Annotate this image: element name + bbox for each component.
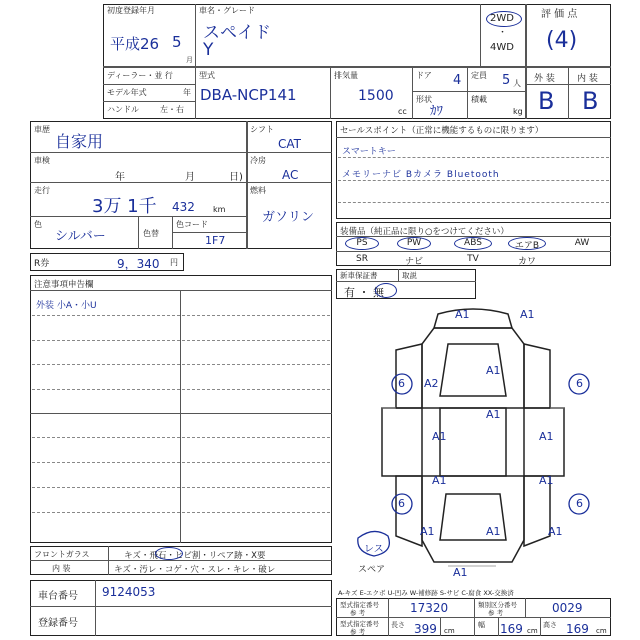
rule-line: [32, 340, 330, 341]
ac-label: 冷房: [250, 156, 266, 165]
mileage-sub: 432: [172, 200, 195, 214]
ac-value: AC: [282, 168, 299, 182]
warranty-circle: [375, 283, 397, 298]
sales-point-line-1: スマートキー: [342, 147, 396, 157]
km-unit: km: [213, 205, 226, 214]
equip-abs-circle: [454, 237, 492, 250]
damage-mark: A1: [455, 308, 470, 321]
capacity-unit: 人: [513, 79, 521, 88]
divider: [336, 281, 476, 282]
car-grade-label: 車名・グレード: [199, 6, 255, 15]
height-unit: cm: [596, 627, 607, 635]
divider: [412, 91, 525, 92]
rule-line: [32, 364, 330, 365]
divider: [474, 598, 475, 636]
divider: [498, 617, 499, 636]
equipment-title: 装備品（純正品に限り○をつけてください）: [340, 227, 509, 237]
drive-2wd: 2WD: [490, 13, 514, 24]
divider: [540, 617, 541, 636]
length-value: 399: [414, 622, 437, 636]
inspection-day: 日): [229, 172, 243, 183]
sales-point-line-2: メモリーナビ Bカメラ Bluetooth: [342, 170, 500, 180]
height-value: 169: [566, 622, 589, 636]
type-number-sub: 参 考: [350, 609, 366, 617]
drive-4wd: 4WD: [490, 42, 514, 53]
damage-mark: A1: [486, 525, 501, 538]
damage-mark: 6: [398, 497, 405, 510]
eval-label: 評 価 点: [541, 9, 578, 20]
damage-mark: 6: [398, 377, 405, 390]
front-glass-value: キズ・飛石・ヒビ割・リペア跡・X要: [124, 551, 266, 561]
capacity-label: 定員: [471, 71, 487, 80]
drive-dot: ・: [498, 28, 508, 38]
front-glass-circle: [155, 547, 183, 560]
reg-label: 登録番号: [38, 618, 78, 629]
damage-mark: 6: [576, 377, 583, 390]
category-value: 0029: [552, 601, 583, 615]
category-label: 類別区分番号: [478, 601, 517, 609]
usage-label: 車歴: [34, 125, 50, 134]
fuel-label: 燃料: [250, 186, 266, 195]
fuel-value: ガソリン: [262, 210, 315, 225]
recycle-value: 9，340: [117, 257, 160, 271]
divider: [480, 4, 481, 66]
cc-unit: cc: [398, 107, 407, 116]
interior-label: 内 装: [577, 74, 598, 84]
divider: [330, 66, 331, 119]
type-value: DBA-NCP141: [200, 86, 297, 104]
equip-aw: AW: [574, 238, 590, 248]
car-grade: Y: [203, 40, 214, 60]
rule-line: [32, 512, 330, 513]
rule-line: [338, 180, 609, 181]
divider: [30, 182, 332, 183]
damage-mark: A1: [539, 430, 554, 443]
divider: [95, 580, 96, 636]
equip-ps-circle: [345, 237, 379, 250]
rule-line: [338, 157, 609, 158]
recycle-unit: 円: [170, 258, 178, 267]
handle-label: ハンドル: [107, 105, 139, 114]
equip-tv: TV: [467, 254, 479, 264]
first-reg-month: 5: [172, 33, 182, 51]
damage-legend: A-キズ E-エクボ U-凹み W-補修跡 S-サビ C-腐食 XX-交換済: [338, 589, 514, 597]
rule-line: [338, 202, 609, 203]
interior-cond-label: 内 装: [52, 564, 71, 573]
divider: [103, 101, 195, 102]
width-label: 幅: [478, 621, 485, 629]
recycle-label: R券: [34, 259, 50, 269]
height-label: 高さ: [543, 621, 557, 629]
exterior-label: 外 装: [534, 74, 555, 84]
divider: [195, 4, 196, 66]
damage-mark: A1: [520, 308, 535, 321]
shift-value: CAT: [278, 137, 301, 151]
divider: [440, 617, 441, 636]
divider: [398, 269, 399, 281]
door-value: 4: [453, 73, 462, 88]
divider: [195, 66, 196, 119]
color-value: シルバー: [55, 229, 106, 244]
divider: [467, 66, 468, 119]
displacement-label: 排気量: [334, 71, 358, 80]
damage-mark: A1: [539, 474, 554, 487]
divider: [103, 66, 525, 68]
divider: [412, 66, 413, 119]
month-unit: 月: [186, 56, 193, 64]
model-year-unit: 年: [183, 88, 191, 97]
type-number-label-2: 型式指定番号: [340, 620, 379, 628]
width-unit: cm: [527, 627, 538, 635]
equip-abs: ABS: [464, 238, 482, 248]
inspection-label: 車検: [34, 156, 50, 165]
type-number-sub-2: 参 考: [350, 628, 366, 636]
length-label: 長さ: [391, 621, 405, 629]
damage-mark: A1: [486, 364, 501, 377]
capacity-value: 5: [502, 73, 511, 88]
divider: [108, 546, 109, 575]
divider: [30, 290, 332, 291]
spare-value: レス: [364, 544, 384, 555]
recycle-section: [30, 253, 184, 271]
exterior-grade: B: [538, 87, 555, 115]
divider: [103, 84, 195, 85]
kg-unit: kg: [513, 107, 523, 116]
divider: [30, 413, 332, 414]
shape-label: 形状: [416, 95, 432, 104]
eval-score: (4): [546, 28, 578, 53]
shift-label: シフト: [250, 125, 274, 134]
damage-mark: A1: [432, 430, 447, 443]
type-number-value: 17320: [410, 601, 449, 615]
equip-pw: PW: [406, 238, 422, 248]
divider: [172, 232, 246, 233]
damage-mark: A1: [453, 566, 468, 579]
mileage-label: 走行: [34, 186, 50, 195]
interior-grade: B: [582, 87, 599, 115]
divider: [388, 598, 389, 636]
sales-points-title: セールスポイント（正常に機能するものに限ります）: [340, 126, 544, 136]
shape-value: ｶﾜ: [430, 104, 443, 119]
rule-line: [32, 389, 330, 390]
equip-airbag: エアB: [514, 241, 540, 251]
equip-navi: ナビ: [404, 257, 423, 267]
rule-line: [32, 487, 330, 488]
damage-mark: A1: [486, 408, 501, 421]
front-glass-label: フロントガラス: [34, 550, 90, 559]
dealer-label: ディーラー・並 行: [107, 71, 173, 80]
damage-mark: A2: [424, 377, 439, 390]
divider: [30, 606, 332, 607]
divider: [336, 251, 611, 252]
notes-line-1: 外装 小A・小U: [36, 301, 97, 311]
width-value: 169: [500, 622, 523, 636]
divider: [30, 152, 332, 153]
same-color-label: 色替: [143, 229, 159, 238]
divider: [246, 121, 248, 249]
door-label: ドア: [416, 71, 432, 80]
mileage-value: 3万 1千: [92, 196, 157, 217]
equip-pw-circle: [397, 237, 431, 250]
load-label: 積載: [471, 95, 487, 104]
divider: [336, 137, 611, 138]
divider: [138, 216, 139, 249]
notes-title: 注意事項申告欄: [34, 280, 94, 290]
divider: [568, 66, 569, 119]
type-number-label: 型式指定番号: [340, 601, 379, 609]
category-sub: 参 考: [488, 609, 504, 617]
car-name: スペイド: [203, 23, 271, 43]
rule-line: [32, 462, 330, 463]
warranty-label: 新車保証書: [340, 271, 378, 280]
vin-label: 車台番号: [38, 591, 78, 602]
handle-value: 左・右: [160, 105, 184, 114]
rule-line: [32, 437, 330, 438]
usage-value: 自家用: [55, 132, 104, 151]
damage-mark: A1: [420, 525, 435, 538]
damage-mark: A1: [548, 525, 563, 538]
color-label: 色: [34, 220, 42, 229]
spare-label: スペア: [358, 565, 386, 575]
damage-mark: A1: [432, 474, 447, 487]
first-reg-era-year: 平成26: [110, 35, 160, 53]
divider: [525, 598, 526, 618]
equip-sr: SR: [356, 254, 368, 264]
divider: [525, 4, 527, 119]
divider: [525, 84, 611, 85]
inspection-month: 月: [185, 172, 195, 183]
length-unit: cm: [444, 627, 455, 635]
manual-label: 取説: [402, 271, 417, 280]
warranty-value: 有 ・ 無: [344, 286, 384, 299]
equip-leather: カワ: [517, 257, 536, 267]
interior-cond-value: キズ・汚レ・コゲ・穴・スレ・キレ・破レ: [114, 565, 276, 575]
type-label: 型式: [199, 71, 215, 80]
divider: [180, 290, 181, 543]
vin-value: 9124053: [102, 585, 156, 599]
rule-line: [32, 315, 330, 316]
color-code-label: 色コード: [176, 220, 208, 229]
model-year-label: モデル年式: [107, 88, 147, 97]
color-code-value: 1F7: [205, 234, 226, 247]
equip-airbag-circle: [508, 237, 546, 250]
damage-mark: 6: [576, 497, 583, 510]
first-reg-label: 初度登録年月: [107, 6, 155, 15]
inspection-year: 年: [115, 172, 125, 183]
displacement-value: 1500: [358, 88, 394, 104]
equip-ps: PS: [356, 238, 368, 248]
